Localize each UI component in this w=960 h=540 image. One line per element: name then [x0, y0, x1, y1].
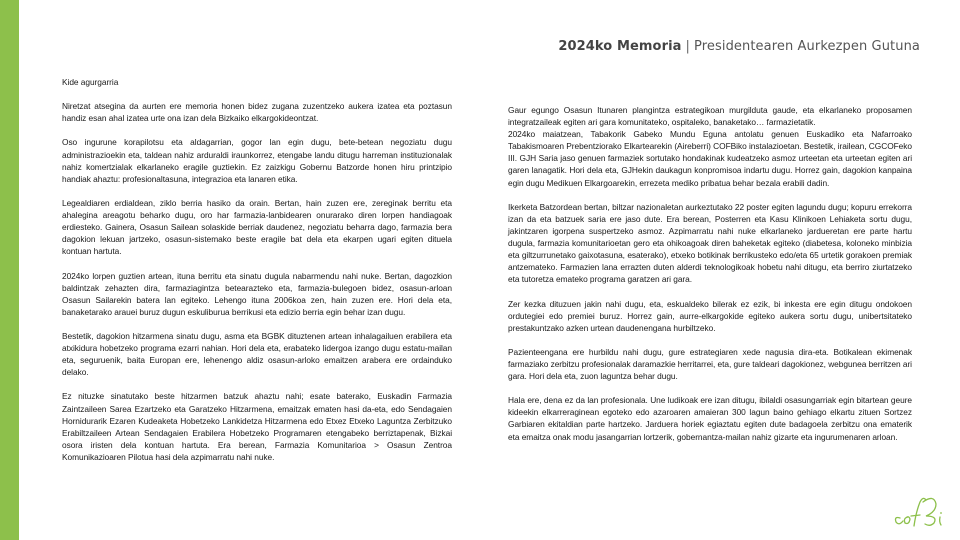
green-accent-bar: [0, 0, 19, 540]
paragraph: Ez nituzke sinatutako beste hitzarmen batzuk ahaztu nahi; esate baterako, Euskadin Farmazia Zaintzaileen Sarea Ezartzeko eta Garatzeko Hitzarmena, emaitzak ematen hasi da-eta, edo Sendagaien Hornidurarik Ezaren Kudeaketa Hobetzeko Lankidetza Hitzarmena edo Etxez Etxeko Laguntza Zerbitzuko Erabiltzaileen Artean Sendagaien Erabilera Hobetzeko Programaren etengabeko berriztapenak, Bizkai osora iristen dela kontuan hartuta. Era berean, Farmazia Komunitarioa > Osasun Zentroa Komunikazioaren Pilotua hasi dela azpimarratu nahi nuke.: [62, 391, 452, 462]
paragraph: Bestetik, dagokion hitzarmena sinatu dugu, asma eta BGBK dituztenen artean inhalagailuen erabilera eta atxikidura hobetzeko programa ezarri nahian. Hori dela eta, erabateko lidergoa izango dugu estatu-mailan eta, seguruenik, baita Europan ere, lehenengo aldiz osasun-arloko emaitzen arabera ere ordainduko delako.: [62, 330, 452, 378]
paragraph: 2024ko lorpen guztien artean, ituna berritu eta sinatu dugula nabarmendu nahi nuke. Bertan, dagozkion baldintzak zehazten dira, farmaziagintza betearazteko eta, farmazia-bulegoen bidez, osasun-arloan Osasun Sailarekin batera lan egiteko. Lehengo ituna 2006koa zen, hain zuzen ere. Hori dela eta, banaketarako arauei buruz dugun eskuliburua berrikusi eta edizio berria egin behar izan dugu.: [62, 270, 452, 317]
paragraph: Niretzat atsegina da aurten ere memoria honen bidez zugana zuzentzeko aukera izatea eta poztasun handiz esan ahal izatea urte ona izan dela Bizkaiko elkargokideontzat.: [62, 101, 452, 124]
paragraph: Ikerketa Batzordean bertan, biltzar nazionaletan aurkeztutako 22 poster egiten lagundu dugu; kopuru errekorra izan da eta batzuek saria ere jaso dute. Era berean, Posterren eta Kasu Klinikoen Lehiaketa sortu dugu, jakintzaren igorpena suspertzeko asmoz. Azpimarratu nahi nuke elkarlaneko jardueretan ere parte hartu dugula, farmazia komunitarioetan gero eta ohikoagoak diren baheketak egiteko (diabetesa, koloneko minbizia eta giltzurrunetako gaixotasuna, esaterako), etxeko botikinak berrikusteko edo/eta 65 urtetik gorakoen premiak antzemateko. Farmazien lana errazten duten alderdi teknologikoak hobetu nahi ditugu, eta berriro ziurtatzeko eta tutoretza emateko programa garatzen ari gara.: [508, 201, 912, 285]
paragraph: Pazienteengana ere hurbildu nahi dugu, gure estrategiaren xede nagusia dira-eta. Botikalean ekimenak farmaziako zerbitzu profesionalak daramazkie herritarrei, eta, gure taldeari dagokionez, webgunea berritzen ari gara. Hori dela eta, zuon laguntza behar dugu.: [508, 346, 912, 382]
cofbi-logo: [890, 490, 950, 530]
paragraph: Oso ingurune korapilotsu eta aldagarrian, gogor lan egin dugu, bete-betean negoziatu dugu administrazioekin eta, taldean nahiz arduraldi iraunkorrez, etengabe landu ditugu harreman instituzionalak nahiz komertzialak elkarlaneko eragile guztiekin. Ez zaizkigu Gobernu Batzorde honen hiru printzipio handiak ahaztu: profesionaltasuna, integrazioa eta lanaren etika.: [62, 137, 452, 184]
paragraph: 2024ko maiatzean, Tabakorik Gabeko Mundu Eguna antolatu genuen Euskadiko eta Nafarroako Tabakismoaren Prebentziorako Elkartearekin (Aireberri) COFBiko instalazioetan. Bestetik, irailean, CGCOFeko III. GJH Saria jaso genuen farmaziek sortutako hondakinak kudeatzeko asmoz urteetan eta urteetan egiten ari garen lanagatik. Hori dela eta, GJHekin daukagun konpromisoa indartu dugu. Horrez gain, dagokion kanpaina egin dugu Medikuen Elkargoarekin, errezeta mediko pribatua behar bezala erabili dadin.: [508, 129, 912, 188]
letter-left-column: [62, 76, 452, 475]
paragraph: Zer kezka dituzuen jakin nahi dugu, eta, eskualdeko bilerak ez ezik, bi inkesta ere egin ditugu ondokoen ordutegiei edo premiei buruz. Horrez gain, aurre-elkargokide egiteko aukera sortu dugu, unibertsitateko prestakuntzako azken urtean daudenengana hurbiltzeko.: [508, 298, 912, 333]
letter-right-column: [508, 104, 912, 455]
section-subtitle: Presidentearen Aurkezpen Gutuna: [694, 39, 920, 54]
cofbi-logo-icon: [890, 490, 950, 530]
paragraph: Hala ere, dena ez da lan profesionala. Une ludikoak ere izan ditugu, ibilaldi osasungarriak egin bitartean geure kideekin elkarreraginean egoteko edo azaroaren amaieran 300 lagun baino gehiago elkartu zituen Sortzez Garbiaren ekitaldian parte hartzeko. Jarduera horiek egiaztatu egiten dute badagoela zerbitzu ona ematerik eta emaitza onak modu jasangarrian lortzerik, gobernantza-mailan nahiz gizarte eta ingurumenaren arloan.: [508, 395, 912, 442]
header-separator: |: [685, 39, 691, 54]
salutation: Kide agurgarria: [62, 77, 119, 87]
report-title: 2024ko Memoria: [558, 39, 682, 54]
paragraph: Gaur egungo Osasun Itunaren plangintza estrategikoan murgilduta gaude, eta elkarlaneko proposamen integratzaileak egiten ari gara komunitateko, ospitaleko, banaketako… farmazietatik.: [508, 105, 912, 128]
page-header: [558, 39, 920, 54]
paragraph: Legealdiaren erdialdean, ziklo berria hasiko da orain. Bertan, hain zuzen ere, zereginak berritu eta ahalegina areagotu beharko dugu, oro har farmazia-lanbidearen onurarako diren lorpen handiagoak erdiesteko. Gainera, Osasun Sailean solaskide berriak daudenez, negoziatu beharra dago, farmazia bera dagokion lekuan jartzeko, osasun-sistemako beste eragile bat dela eta ekarpen ugari egiten dituela kontuan hartuta.: [62, 197, 452, 257]
